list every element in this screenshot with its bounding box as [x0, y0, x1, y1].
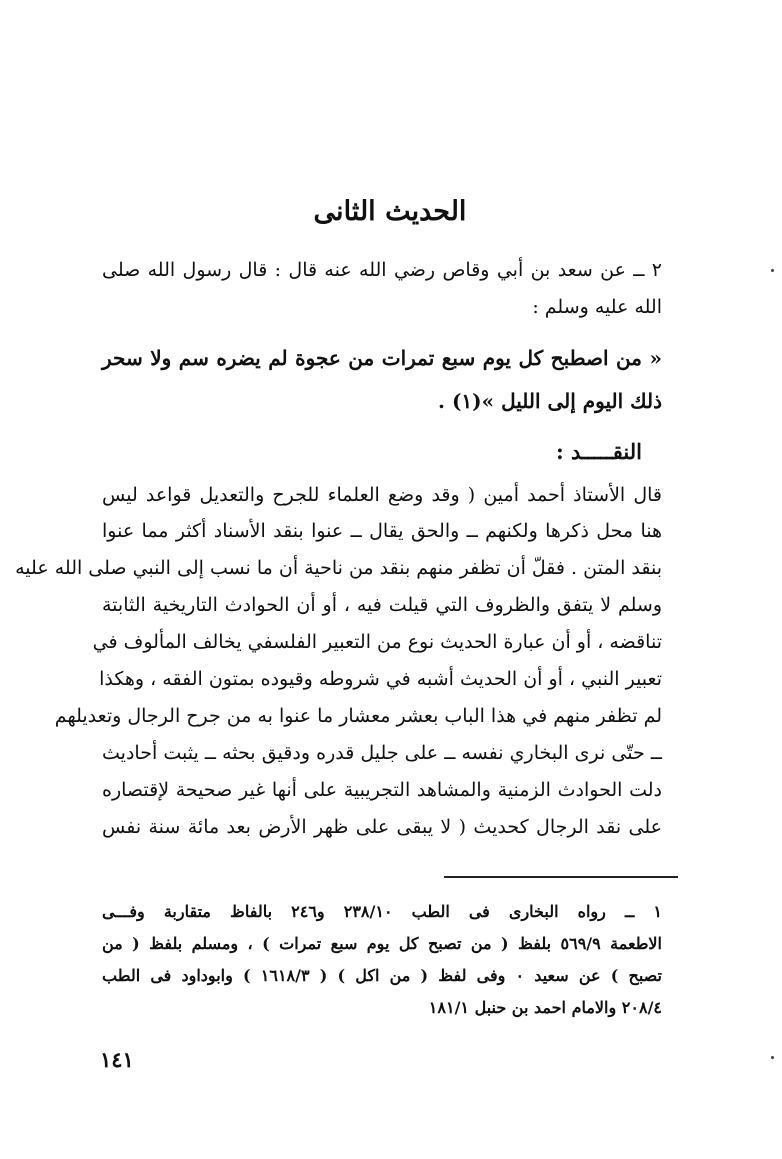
footnote-line: ١ ــ رواه البخارى فى الطب ٢٣٨/١٠ و٢٤٦ بالفاظ متقاربة وفـــى [102, 902, 663, 921]
scan-speck [771, 1056, 774, 1059]
critique-line: تعبير النبي ، أو أن الحديث أشبه في شروطه وقيوده بمتون الفقه ، وهكذا [99, 668, 662, 690]
page-title: الحديث الثانى [313, 196, 467, 227]
critique-line: ــ حتّى نرى البخاري نفسه ــ على جليل قدره ودقيق بحثه ــ يثبت أحاديث [102, 742, 662, 764]
critique-line: تناقضه ، أو أن عبارة الحديث نوع من التعبير الفلسفي يخالف المألوف في [92, 631, 662, 653]
critique-line: على نقد الرجال كحديث ( لا يبقى على ظهر الأرض بعد مائة سنة نفس [102, 816, 662, 838]
critique-line: لم تظفر منهم في هذا الباب بعشر معشار ما عنوا به من جرح الرجال وتعديلهم [54, 705, 662, 727]
footnote-line: الاطعمة ٥٦٩/٩ بلفظ ( من تصبح كل يوم سبع تمرات ) ، ومسلم بلفظ ( من [102, 934, 662, 953]
critique-line: بنقد المتن . فقلّ أن تظفر منهم بنقد من ناحية أن ما نسب إلى النبي صلى الله عليه [15, 557, 662, 579]
critique-heading: النقـــــد : [555, 439, 642, 464]
critique-line: وسلم لا يتفق والظروف التي قيلت فيه ، أو أن الحوادث التاريخية الثابتة [102, 594, 662, 616]
critique-line: هنا محل ذكرها ولكنهم ــ والحق يقال ــ عنوا بنقد الأسناد أكثر مما عنوا [102, 520, 662, 542]
footnote-divider [444, 876, 678, 878]
hadith-intro-line: ٢ ــ عن سعد بن أبي وقاص رضي الله عنه قال : قال رسول الله صلى [102, 259, 662, 281]
critique-line: قال الأستاذ أحمد أمين ( وقد وضع العلماء للجرح والتعديل قواعد ليس [102, 484, 662, 506]
hadith-quote-line: ذلك اليوم إلى الليل »(١) . [438, 389, 662, 413]
hadith-quote-line: « من اصطبح كل يوم سبع تمرات من عجوة لم يضره سم ولا سحر [102, 346, 662, 370]
footnote-line: تصبح ) عن سعيد ٠ وفى لفظ ( من اكل ) ( ١٦١٨/٣ ) وابوداود فى الطب [102, 966, 662, 985]
footnote-line: ٢٠٨/٤ والامام احمد بن حنبل ١٨١/١ [428, 998, 662, 1017]
page-number: ١٤١ [100, 1047, 134, 1072]
scan-speck [771, 269, 774, 272]
hadith-intro-line: الله عليه وسلم : [532, 296, 662, 318]
critique-line: دلت الحوادث الزمنية والمشاهد التجريبية على أنها غير صحيحة لإقتصاره [102, 779, 662, 801]
